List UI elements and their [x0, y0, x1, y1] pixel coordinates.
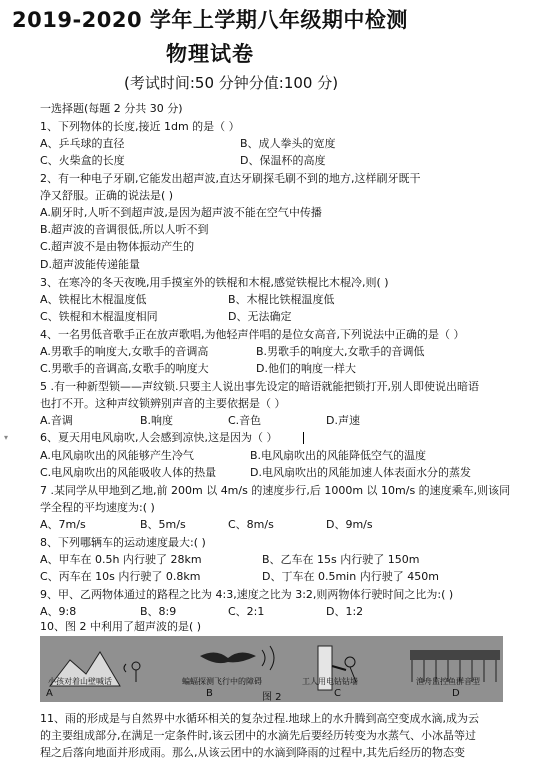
q7-option-c: C、8m/s	[228, 518, 274, 531]
q9-option-d: D、1:2	[326, 605, 364, 618]
q11-line1: 11、雨的形成是与自然界中水循环相关的复杂过程.地球上的水升腾到高空变成水滴,成为云	[40, 712, 479, 725]
q3-stem: 3、在寒冷的冬天夜晚,用手摸室外的铁棍和木棍,感觉铁棍比木棍冷,则( )	[40, 276, 389, 289]
figure-caption-c: 工人用电钻钻墙	[302, 677, 358, 686]
q2-option-b: B.超声波的音调很低,所以人听不到	[40, 223, 209, 236]
q4-option-d: D.他们的响度一样大	[256, 362, 356, 375]
q2-stem-line1: 2、有一种电子牙刷,它能发出超声波,直达牙刷探毛刷不到的地方,这样刷牙既干	[40, 172, 421, 185]
q2-stem-line2: 净又舒服。正确的说法是( )	[40, 189, 174, 202]
q9-option-a: A、9:8	[40, 605, 77, 618]
q2-option-d: D.超声波能传递能量	[40, 258, 140, 271]
q1-option-c: C、火柴盒的长度	[40, 154, 125, 167]
q6-stem: 6、夏天用电风扇吹,人会感到凉快,这是因为（ ）	[40, 431, 278, 444]
q5-option-a: A.音调	[40, 414, 73, 427]
q9-option-c: C、2:1	[228, 605, 265, 618]
exam-info: (考试时间:50 分钟分值:100 分)	[124, 74, 339, 92]
q2-option-a: A.刷牙时,人听不到超声波,是因为超声波不能在空气中传播	[40, 206, 322, 219]
q8-option-c: C、丙车在 10s 内行驶了 0.8km	[40, 570, 201, 583]
figure-2	[40, 636, 503, 702]
figure-label-d: D	[452, 688, 460, 699]
figure-label-a: A	[46, 688, 53, 699]
q5-option-d: D.声速	[326, 414, 360, 427]
q4-option-c: C.男歌手的音调高,女歌手的响度大	[40, 362, 209, 375]
exam-title: 2019-2020 学年上学期八年级期中检测	[12, 8, 408, 32]
q3-option-b: B、木棍比铁棍温度低	[228, 293, 335, 306]
q6-option-b: B.电风扇吹出的风能降低空气的温度	[250, 449, 427, 462]
q4-option-a: A.男歌手的响度大,女歌手的音调高	[40, 345, 209, 358]
section-heading: 一选择题(每题 2 分共 30 分)	[40, 102, 183, 115]
q7-stem-line1: 7 .某同学从甲地到乙地,前 200m 以 4m/s 的速度步行,后 1000m 以 10m/s 的速度乘车,则该同	[40, 484, 511, 497]
q5-stem-line2: 也打不开。这种声纹锁辨别声音的主要依据是（ ）	[40, 397, 286, 410]
figure-caption-a: 小孩对着山壁喊话	[48, 677, 112, 686]
q3-option-a: A、铁棍比木棍温度低	[40, 293, 147, 306]
exam-subject-title: 物理试卷	[166, 42, 254, 66]
q4-stem: 4、一名男低音歌手正在放声歌唱,为他轻声伴唱的是位女高音,下列说法中正确的是（ ）	[40, 328, 465, 341]
q5-option-c: C.音色	[228, 414, 262, 427]
figure-label-c: C	[334, 688, 341, 699]
q5-option-b: B.响度	[140, 414, 174, 427]
q8-option-b: B、乙车在 15s 内行驶了 150m	[262, 553, 420, 566]
text-cursor	[303, 432, 304, 444]
q7-stem-line2: 学全程的平均速度为:( )	[40, 501, 155, 514]
q6-option-a: A.电风扇吹出的风能够产生冷气	[40, 449, 194, 462]
q11-line2: 的主要组成部分,在满足一定条件时,该云团中的水滴先后要经历转变为水蒸气、小冰晶等过	[40, 729, 476, 742]
q10-stem: 10、图 2 中利用了超声波的是( )	[40, 620, 202, 633]
q9-stem: 9、甲、乙两物体通过的路程之比为 4:3,速度之比为 3:2,则两物体行驶时间之比为:( )	[40, 588, 454, 601]
q4-option-b: B.男歌手的响度大,女歌手的音调低	[256, 345, 425, 358]
q7-option-a: A、7m/s	[40, 518, 86, 531]
q3-option-c: C、铁棍和木棍温度相同	[40, 310, 158, 323]
q8-stem: 8、下列哪辆车的运动速度最大:( )	[40, 536, 206, 549]
figure-label-caption: 图 2	[262, 692, 282, 702]
q7-option-b: B、5m/s	[140, 518, 186, 531]
q1-option-d: D、保温杯的高度	[240, 154, 326, 167]
q9-option-b: B、8:9	[140, 605, 177, 618]
figure-caption-d: 渔舟监控鱼群音型	[416, 677, 480, 686]
q5-stem-line1: 5 .有一种新型锁——声纹锁.只要主人说出事先设定的暗语就能把锁打开,别人即使说出暗语	[40, 380, 479, 393]
q1-option-a: A、乒乓球的直径	[40, 137, 125, 150]
q11-line3: 程之后落向地面并形成雨。那么,从该云团中的水滴到降雨的过程中,其先后经历的物态变	[40, 746, 465, 759]
q3-option-d: D、无法确定	[228, 310, 292, 323]
margin-mark: ▾	[4, 433, 9, 442]
q1-stem: 1、下列物体的长度,接近 1dm 的是（ ）	[40, 120, 240, 133]
q8-option-d: D、丁车在 0.5min 内行驶了 450m	[262, 570, 439, 583]
q7-option-d: D、9m/s	[326, 518, 373, 531]
q8-option-a: A、甲车在 0.5h 内行驶了 28km	[40, 553, 202, 566]
q1-option-b: B、成人拳头的宽度	[240, 137, 336, 150]
figure-label-b: B	[206, 688, 213, 699]
q6-option-c: C.电风扇吹出的风能吸收人体的热量	[40, 466, 217, 479]
figure-caption-b: 蝙蝠探测飞行中的障碍	[182, 677, 262, 686]
q2-option-c: C.超声波不是由物体振动产生的	[40, 240, 195, 253]
q6-option-d: D.电风扇吹出的风能加速人体表面水分的蒸发	[250, 466, 471, 479]
